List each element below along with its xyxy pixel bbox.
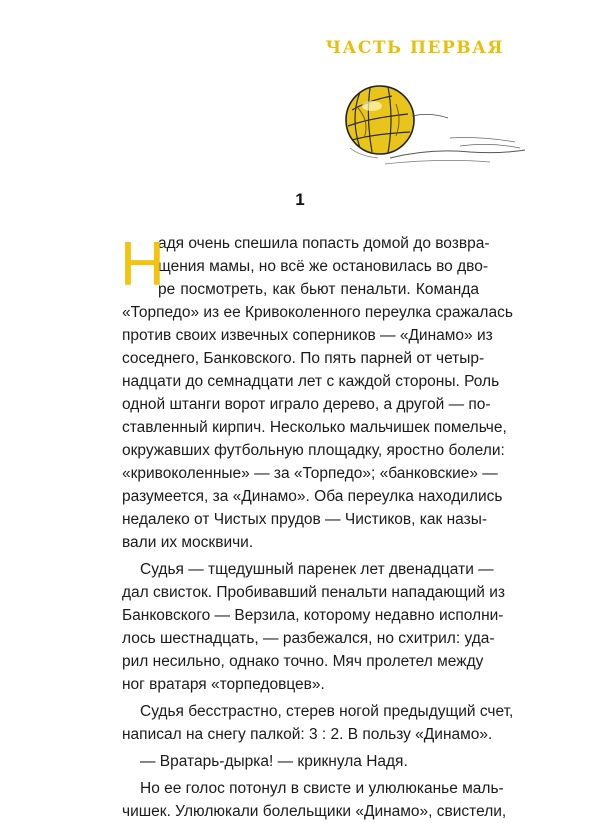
text-line: лось шестнадцать, — разбежался, но схитрил: уда- [122,630,495,647]
text-line: написал на снегу палкой: 3 : 2. В пользу «Динамо». [122,726,493,743]
text-line: ставленный кирпич. Несколько мальчишек помельче, [122,419,507,436]
text-line: разумеется, за «Динамо». Оба переулка находились [122,488,503,505]
text-line: чишек. Улюлюкали болельщики «Динамо», свистели, [122,803,507,820]
text-line: против своих извечных соперников — «Динамо» из [122,327,493,344]
text-line: «кривоколенные» — за «Торпедо»; «банковские» — [122,465,498,482]
text-line: Но ее голос потонул в свисте и улюлюканье маль- [140,780,504,797]
text-line: щения мамы, но всё же остановилась во дво- [158,258,488,275]
text-line: Банковского — Верзила, которому недавно исполни- [122,607,504,624]
text-line: дал свисток. Пробивавший пенальти нападающий из [122,584,506,601]
text-line: Судья — тщедушный паренек лет двенадцати — [140,561,494,578]
chapter-number: 1 [295,190,305,209]
text-line: соседнего, Банковского. По пять парней от четыр- [122,350,485,367]
text-line: — Вратарь-дырка! — крикнула Надя. [140,753,408,770]
drop-cap: Н [120,230,165,299]
football-ball-illustration [330,78,530,178]
text-line: окружавших футбольную площадку, яростно болели: [122,442,505,459]
text-line: рил несильно, однако точно. Мяч пролетел между [122,653,484,670]
text-line: «Торпедо» из ее Кривоколенного переулка сражалась [122,304,513,321]
text-line: вали их москвичи. [122,534,254,551]
text-line: недалеко от Чистых прудов — Чистиков, как назы- [122,511,488,528]
chapter-text [120,230,514,823]
text-line: Судья бесстрастно, стерев ногой предыдущий счет, [140,703,514,720]
text-line: ре посмотреть, как бьют пенальти. Команда [158,281,479,298]
text-line: надцати до семнадцати лет с каждой стороны. Роль [122,373,500,390]
part-title: ЧАСТЬ ПЕРВАЯ [325,38,504,58]
text-line: адя очень спешила попасть домой до возвра- [158,235,490,252]
text-line: одной штанги ворот играло дерево, а другой — по- [122,396,491,413]
text-line: ног вратаря «торпедовцев». [122,676,325,693]
